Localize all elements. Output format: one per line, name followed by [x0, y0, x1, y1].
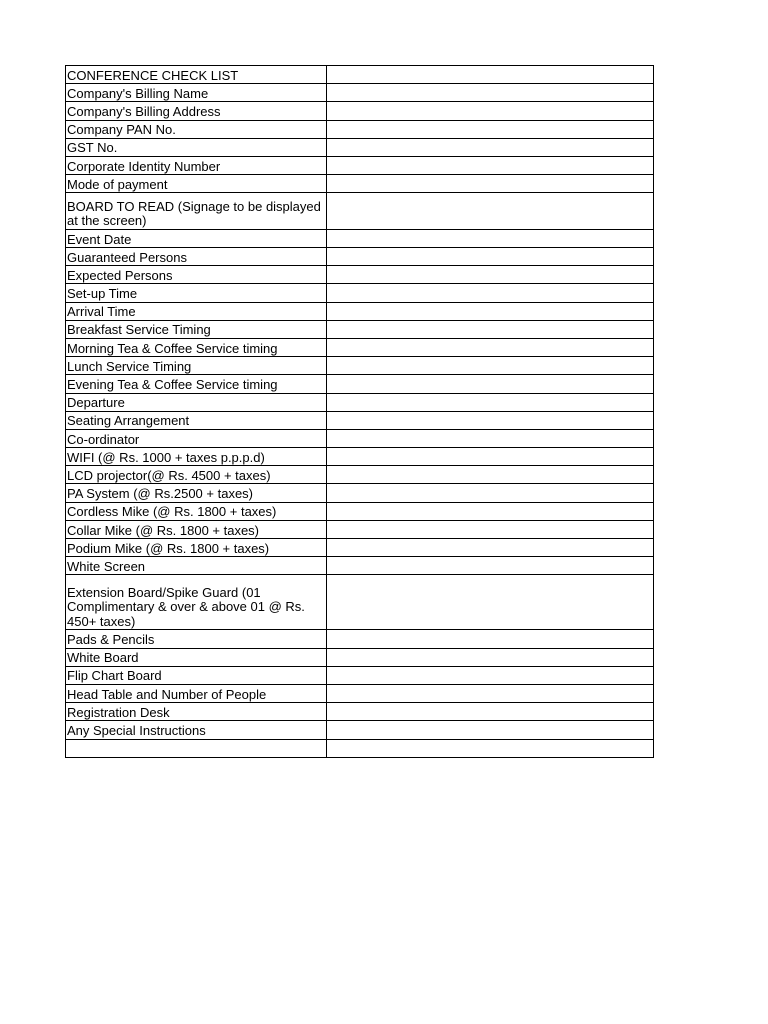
row-label: Podium Mike (@ Rs. 1800 + taxes) [66, 539, 327, 557]
row-label: Flip Chart Board [66, 666, 327, 684]
row-value[interactable] [327, 557, 654, 575]
row-label: Departure [66, 393, 327, 411]
row-value[interactable] [327, 248, 654, 266]
row-value[interactable] [327, 666, 654, 684]
table-row [66, 466, 654, 484]
row-value[interactable] [327, 120, 654, 138]
row-label: Guaranteed Persons [66, 248, 327, 266]
row-label: Head Table and Number of People [66, 684, 327, 702]
table-row [66, 393, 654, 411]
row-value[interactable] [327, 429, 654, 447]
table-row [66, 666, 654, 684]
row-value[interactable] [327, 411, 654, 429]
row-label: GST No. [66, 138, 327, 156]
row-value[interactable] [327, 302, 654, 320]
row-label: BOARD TO READ (Signage to be displayed at the screen) [66, 193, 327, 230]
row-label: Company PAN No. [66, 120, 327, 138]
table-row [66, 721, 654, 739]
row-value[interactable] [327, 721, 654, 739]
table-row [66, 193, 654, 230]
row-value[interactable] [327, 484, 654, 502]
row-value[interactable] [327, 138, 654, 156]
table-row [66, 539, 654, 557]
row-label: Seating Arrangement [66, 411, 327, 429]
row-label: LCD projector(@ Rs. 4500 + taxes) [66, 466, 327, 484]
row-value[interactable] [327, 102, 654, 120]
row-label: Breakfast Service Timing [66, 320, 327, 338]
row-label: Corporate Identity Number [66, 156, 327, 174]
table-row [66, 411, 654, 429]
row-value[interactable] [327, 338, 654, 356]
row-value[interactable] [327, 630, 654, 648]
row-label: Lunch Service Timing [66, 357, 327, 375]
row-value[interactable] [327, 448, 654, 466]
table-row [66, 175, 654, 193]
row-value[interactable] [327, 466, 654, 484]
table-row [66, 429, 654, 447]
table-row [66, 502, 654, 520]
table-row [66, 302, 654, 320]
row-value[interactable] [327, 502, 654, 520]
checklist-title-value[interactable] [327, 66, 654, 84]
row-value[interactable] [327, 575, 654, 630]
row-label: Any Special Instructions [66, 721, 327, 739]
table-row [66, 557, 654, 575]
row-value[interactable] [327, 648, 654, 666]
table-row-title [66, 66, 654, 84]
row-value[interactable] [327, 703, 654, 721]
table-row [66, 266, 654, 284]
conference-checklist-table [65, 65, 654, 758]
table-row [66, 338, 654, 356]
row-label[interactable] [66, 739, 327, 757]
row-label: Event Date [66, 229, 327, 247]
row-label: White Screen [66, 557, 327, 575]
row-value[interactable] [327, 84, 654, 102]
row-value[interactable] [327, 320, 654, 338]
row-value[interactable] [327, 284, 654, 302]
row-value[interactable] [327, 520, 654, 538]
table-row [66, 84, 654, 102]
table-row [66, 320, 654, 338]
checklist-title: CONFERENCE CHECK LIST [66, 66, 327, 84]
row-label: Arrival Time [66, 302, 327, 320]
row-value[interactable] [327, 393, 654, 411]
table-row [66, 575, 654, 630]
table-row [66, 684, 654, 702]
table-row [66, 284, 654, 302]
row-label: Set-up Time [66, 284, 327, 302]
row-value[interactable] [327, 739, 654, 757]
table-row [66, 102, 654, 120]
table-row [66, 630, 654, 648]
table-row [66, 138, 654, 156]
table-row [66, 520, 654, 538]
row-value[interactable] [327, 175, 654, 193]
table-row-empty [66, 739, 654, 757]
row-value[interactable] [327, 193, 654, 230]
row-value[interactable] [327, 266, 654, 284]
row-label: Evening Tea & Coffee Service timing [66, 375, 327, 393]
table-row [66, 375, 654, 393]
row-label: Cordless Mike (@ Rs. 1800 + taxes) [66, 502, 327, 520]
row-label: Mode of payment [66, 175, 327, 193]
table-row [66, 484, 654, 502]
table-row [66, 703, 654, 721]
table-row [66, 229, 654, 247]
row-value[interactable] [327, 156, 654, 174]
row-label: Registration Desk [66, 703, 327, 721]
row-label: Expected Persons [66, 266, 327, 284]
row-value[interactable] [327, 539, 654, 557]
table-row [66, 448, 654, 466]
table-row [66, 248, 654, 266]
row-label: White Board [66, 648, 327, 666]
table-row [66, 648, 654, 666]
row-label: Extension Board/Spike Guard (01 Complimentary & over & above 01 @ Rs. 450+ taxes) [66, 575, 327, 630]
row-label: PA System (@ Rs.2500 + taxes) [66, 484, 327, 502]
row-value[interactable] [327, 684, 654, 702]
table-row [66, 357, 654, 375]
row-label: Co-ordinator [66, 429, 327, 447]
row-label: Pads & Pencils [66, 630, 327, 648]
row-value[interactable] [327, 357, 654, 375]
row-label: Morning Tea & Coffee Service timing [66, 338, 327, 356]
row-label: WIFI (@ Rs. 1000 + taxes p.p.p.d) [66, 448, 327, 466]
row-value[interactable] [327, 229, 654, 247]
table-row [66, 156, 654, 174]
row-value[interactable] [327, 375, 654, 393]
row-label: Collar Mike (@ Rs. 1800 + taxes) [66, 520, 327, 538]
row-label: Company's Billing Name [66, 84, 327, 102]
row-label: Company's Billing Address [66, 102, 327, 120]
table-row [66, 120, 654, 138]
